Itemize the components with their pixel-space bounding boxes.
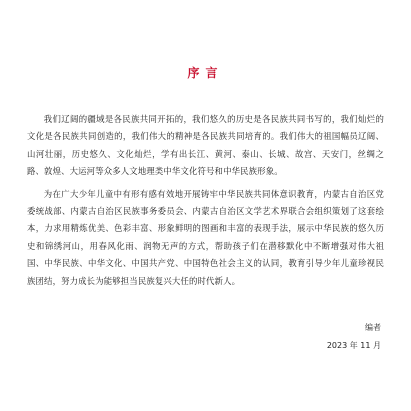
document-title: 序言: [187, 66, 224, 80]
document-body: [27, 111, 384, 295]
date-line: 2023 年 11 月: [326, 341, 381, 350]
paragraph: 我们辽阔的疆域是各民族共同开拓的，我们悠久的历史是各民族共同书写的，我们灿烂的文化是各民族共同创造的，我们伟大的精神是各民族共同培育的。我们伟大的祖国幅员辽阔、山河壮丽，历史悠久、文化灿烂，学有出长江、黄河、泰山、长城、故宫、天安门，丝绸之路、敦煌、大运河等众多人文地理类中华文化符号和中华民族形象。: [27, 114, 384, 177]
signature: 编者: [365, 323, 381, 332]
paragraph: 为在广大少年儿童中有形有感有效地开展铸牢中华民族共同体意识教育，内蒙古自治区党委统战部、内蒙古自治区民族事务委员会、内蒙古自治区文学艺术界联合会组织策划了这套绘本，力求用精炼优美、色彩丰富、形象鲜明的图画和丰富的表现手法，展示中华民族的悠久历史和锦绣河山，用春风化雨、润物无声的方式，帮助孩子们在潜移默化中不断增强对伟大祖国、中华民族、中华文化、中国共产党、中国特色社会主义的认同，教育引导少年儿童珍视民族团结，努力成长为能够担当民族复兴大任的时代新人。: [27, 188, 384, 286]
